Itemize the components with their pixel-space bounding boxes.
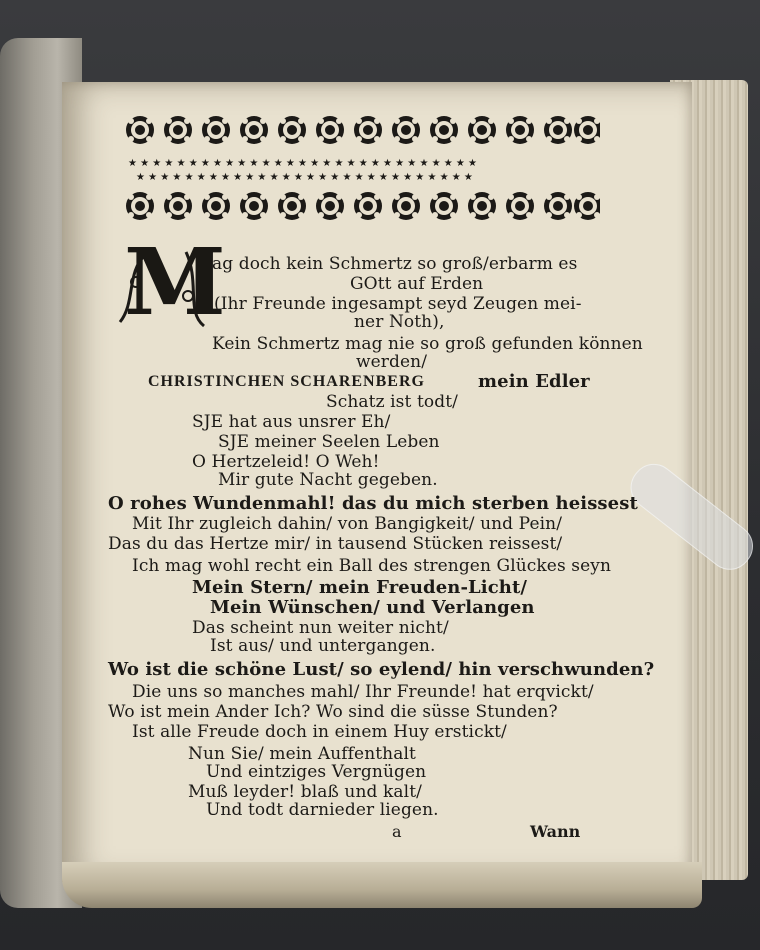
poem-line: Wo ist mein Ander Ich? Wo sind die süsse Stunden? (108, 702, 558, 722)
page-bottom-curl (62, 862, 702, 908)
poem-line: O rohes Wundenmahl! das du mich sterben heissest (108, 493, 638, 514)
poem-line: Das du das Hertze mir/ in tausend Stücken reissest/ (108, 534, 563, 554)
poem-line: Ist aus/ und untergangen. (210, 636, 436, 656)
catchword: Wann (530, 822, 581, 841)
poem-line: werden/ (356, 352, 428, 372)
poem-line: O Hertzeleid! O Weh! (192, 452, 380, 472)
poem-line: Muß leyder! blaß und kalt/ (188, 782, 422, 802)
poem-line: Ist alle Freude doch in einem Huy erstickt/ (132, 722, 507, 742)
poem-line: Mit Ihr zugleich dahin/ von Bangigkeit/ und Pein/ (132, 514, 563, 534)
svg-text:★ ★ ★ ★ ★ ★ ★ ★ ★ ★ ★ ★ ★ ★ ★: ★ ★ ★ ★ ★ ★ ★ ★ ★ ★ ★ ★ ★ ★ ★ ★ ★ ★ ★ ★ ★ ★ ★ ★ ★ ★ ★ ★ (136, 172, 473, 183)
poem-line: GOtt auf Erden (350, 274, 484, 294)
poem-line: Kein Schmertz mag nie so groß gefunden können (212, 334, 643, 354)
flower-rosette-icon (126, 192, 600, 220)
drop-cap-letter: M (124, 228, 226, 336)
poem-line: Die uns so manches mahl/ Ihr Freunde! hat erqvickt/ (132, 682, 594, 702)
poem-line: Ich mag wohl recht ein Ball des strengen Glückes seyn (132, 556, 612, 576)
flower-rosette-icon (126, 116, 600, 144)
svg-text:★ ★ ★ ★ ★ ★ ★ ★ ★ ★ ★ ★ ★ ★ ★: ★ ★ ★ ★ ★ ★ ★ ★ ★ ★ ★ ★ ★ ★ ★ ★ ★ ★ ★ ★ ★ ★ ★ ★ ★ ★ ★ ★ ★ (128, 158, 477, 169)
poem-line: SJE hat aus unsrer Eh/ (192, 412, 391, 432)
poem-line: Mein Stern/ mein Freuden-Licht/ (192, 577, 528, 598)
poem-line: Nun Sie/ mein Auffenthalt (188, 744, 416, 764)
poem-line: Und eintziges Vergnügen (206, 762, 427, 782)
poem-line: Das scheint nun weiter nicht/ (192, 618, 449, 638)
poem-line: ner Noth), (354, 312, 445, 332)
signature-mark: a (392, 822, 402, 841)
poem-line: ag doch kein Schmertz so groß/erbarm es (212, 254, 578, 274)
poem-line: Wo ist die schöne Lust/ so eylend/ hin verschwunden? (108, 659, 655, 680)
decorated-initial (116, 228, 226, 336)
ornamental-header-band (122, 108, 600, 228)
poem-line: Mir gute Nacht gegeben. (218, 470, 438, 490)
poem-line: (Ihr Freunde ingesampt seyd Zeugen mei- (214, 294, 582, 314)
poem-line: Und todt darnieder liegen. (206, 800, 439, 820)
deceased-name: CHRISTINCHEN SCHARENBERG (148, 373, 425, 390)
star-icon (128, 158, 477, 183)
poem-line: Mein Wünschen/ und Verlangen (210, 597, 535, 618)
poem-line: mein Edler (478, 371, 590, 392)
poem-line: Schatz ist todt/ (326, 392, 458, 412)
poem-line: SJE meiner Seelen Leben (218, 432, 440, 452)
